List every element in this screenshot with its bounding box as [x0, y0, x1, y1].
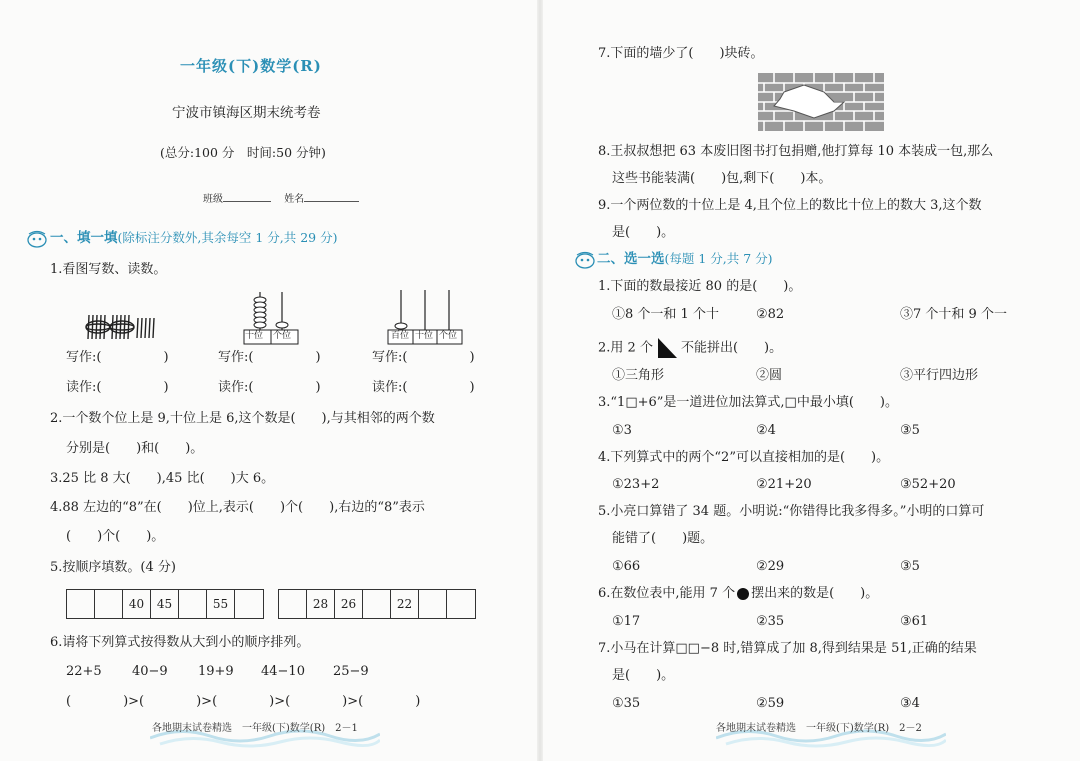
- q6-expr-3: 19+9: [198, 664, 234, 679]
- question-1: 1.看图写数、读数。: [50, 262, 167, 277]
- q6-answer-line[interactable]: ( )>( )>( )>( )>( ): [66, 694, 421, 709]
- q6-expr-2: 40−9: [132, 664, 168, 679]
- choice-1-opt-2[interactable]: ②82: [756, 307, 785, 322]
- choice-5-opt-3[interactable]: ③5: [900, 559, 920, 574]
- seq2-cell[interactable]: [419, 590, 447, 618]
- right-footer: 各地期末试卷精选 一年级(下)数学(R) 2－2: [716, 723, 922, 734]
- class-field[interactable]: [203, 189, 359, 208]
- section2-title: 二、选一选: [597, 251, 665, 267]
- name-label: 姓名: [284, 194, 305, 205]
- seq2-cell: 26: [335, 590, 363, 618]
- q6-expr-5: 25−9: [333, 664, 369, 679]
- exam-info: (总分:100 分 时间:50 分钟): [160, 145, 326, 160]
- section1-title: 一、填一填: [50, 230, 118, 246]
- counting-sticks-image: [84, 312, 160, 342]
- seq2-cell: 22: [391, 590, 419, 618]
- choice-2-opt-2[interactable]: ②圆: [756, 368, 783, 383]
- choice-2: 2.用 2 个 不能拼出( )。: [598, 338, 782, 358]
- sequence-boxes-1: [66, 589, 264, 619]
- abacus2-label-tens: 十位: [245, 331, 264, 341]
- question-8-line2: 这些书能装满( )包,剩下( )本。: [612, 171, 832, 186]
- seq2-cell: 28: [307, 590, 335, 618]
- section1-note: (除标注分数外,其余每空 1 分,共 29 分): [117, 230, 338, 245]
- choice-6-opt-2[interactable]: ②35: [756, 614, 785, 629]
- seq1-cell: 55: [207, 590, 235, 618]
- seq1-cell: 45: [151, 590, 179, 618]
- choice-1-opt-1[interactable]: ①8 个一和 1 个十: [612, 307, 719, 322]
- choice-4-opt-1[interactable]: ①23+2: [612, 477, 660, 492]
- seq1-cell: 40: [123, 590, 151, 618]
- left-footer: 各地期末试卷精选 一年级(下)数学(R) 2－1: [152, 723, 358, 734]
- seq2-cell[interactable]: [363, 590, 391, 618]
- choice-7-line2: 是( )。: [612, 668, 675, 683]
- seq1-cell[interactable]: [95, 590, 123, 618]
- filled-circle-icon: [736, 587, 750, 601]
- section-mascot-icon: [574, 251, 596, 269]
- section2-note: (每题 1 分,共 7 分): [664, 251, 773, 266]
- choice-6-opt-3[interactable]: ③61: [900, 614, 929, 629]
- choice-5-opt-2[interactable]: ②29: [756, 559, 785, 574]
- choice-1: 1.下面的数最接近 80 的是( )。: [598, 279, 802, 294]
- question-8-line1: 8.王叔叔想把 63 本废旧图书打包捐赠,他打算每 10 本装成一包,那么: [598, 144, 994, 159]
- question-2-line2: 分别是( )和( )。: [66, 441, 204, 456]
- write-answer-3[interactable]: 写作:( ): [372, 350, 475, 365]
- triangle-piece-icon: [655, 338, 679, 358]
- question-4-line1: 4.88 左边的“8”在( )位上,表示( )个( ),右边的“8”表示: [50, 500, 425, 515]
- class-blank[interactable]: [223, 189, 271, 202]
- q6-expr-1: 22+5: [66, 664, 102, 679]
- q6-expr-4: 44−10: [261, 664, 305, 679]
- choice-5-line1: 5.小亮口算错了 34 题。小明说:“你错得比我多得多。”小明的口算可: [598, 504, 985, 519]
- question-5: 5.按顺序填数。(4 分): [50, 560, 176, 575]
- choice-4-opt-3[interactable]: ③52+20: [900, 477, 956, 492]
- choice-7-opt-2[interactable]: ②59: [756, 696, 785, 711]
- choice-7-opt-3[interactable]: ③4: [900, 696, 920, 711]
- choice-6: 6.在数位表中,能用 7 个 摆出来的数是( )。: [598, 586, 879, 601]
- choice-4-opt-2[interactable]: ②21+20: [756, 477, 812, 492]
- write-answer-2[interactable]: 写作:( ): [218, 350, 321, 365]
- choice-6-opt-1[interactable]: ①17: [612, 614, 641, 629]
- choice-7-opt-1[interactable]: ①35: [612, 696, 641, 711]
- abacus2-label-ones: 个位: [273, 331, 292, 341]
- choice-5-opt-1[interactable]: ①66: [612, 559, 641, 574]
- exam-title: 一年级(下)数学(R): [180, 57, 322, 75]
- read-answer-3[interactable]: 读作:( ): [372, 380, 475, 395]
- seq1-cell[interactable]: [235, 590, 263, 618]
- seq1-cell[interactable]: [67, 590, 95, 618]
- choice-1-opt-3[interactable]: ③7 个十和 9 个一: [900, 307, 1007, 322]
- question-7: 7.下面的墙少了( )块砖。: [598, 46, 764, 61]
- question-2-line1: 2.一个数个位上是 9,十位上是 6,这个数是( ),与其相邻的两个数: [50, 411, 435, 426]
- seq1-cell[interactable]: [179, 590, 207, 618]
- choice-3: 3.“1□+6”是一道进位加法算式,□中最小填( )。: [598, 395, 898, 410]
- read-answer-1[interactable]: 读作:( ): [66, 380, 169, 395]
- exam-subtitle: 宁波市镇海区期末统考卷: [172, 105, 321, 121]
- section2-header: [597, 251, 773, 267]
- read-answer-2[interactable]: 读作:( ): [218, 380, 321, 395]
- sequence-boxes-2: [278, 589, 476, 619]
- class-label: 班级: [203, 194, 223, 205]
- question-3: 3.25 比 8 大( ),45 比( )大 6。: [50, 471, 275, 486]
- question-9-line1: 9.一个两位数的十位上是 4,且个位上的数比十位上的数大 3,这个数: [598, 198, 982, 213]
- choice-2-opt-1[interactable]: ①三角形: [612, 368, 665, 383]
- choice-3-opt-1[interactable]: ①3: [612, 423, 632, 438]
- question-4-line2: ( )个( )。: [66, 529, 165, 544]
- seq2-cell[interactable]: [447, 590, 475, 618]
- choice-5-line2: 能错了( )题。: [612, 531, 714, 546]
- choice-2-opt-3[interactable]: ③平行四边形: [900, 368, 979, 383]
- question-6: 6.请将下列算式按得数从大到小的顺序排列。: [50, 635, 310, 650]
- right-page: [540, 0, 1080, 761]
- choice-4: 4.下列算式中的两个“2”可以直接相加的是( )。: [598, 450, 890, 465]
- write-answer-1[interactable]: 写作:( ): [66, 350, 169, 365]
- choice-7-line1: 7.小马在计算□□−8 时,错算成了加 8,得到结果是 51,正确的结果: [598, 641, 977, 656]
- question-9-line2: 是( )。: [612, 225, 675, 240]
- choice-3-opt-3[interactable]: ③5: [900, 423, 920, 438]
- abacus3-label-tens: 十位: [415, 331, 434, 341]
- abacus3-label-ones: 个位: [439, 331, 458, 341]
- name-blank[interactable]: [304, 189, 359, 202]
- section1-header: [50, 230, 337, 246]
- abacus3-label-hundreds: 百位: [391, 331, 410, 341]
- section-mascot-icon: [26, 230, 48, 248]
- brick-wall-image: [758, 73, 884, 131]
- choice-3-opt-2[interactable]: ②4: [756, 423, 776, 438]
- seq2-cell[interactable]: [279, 590, 307, 618]
